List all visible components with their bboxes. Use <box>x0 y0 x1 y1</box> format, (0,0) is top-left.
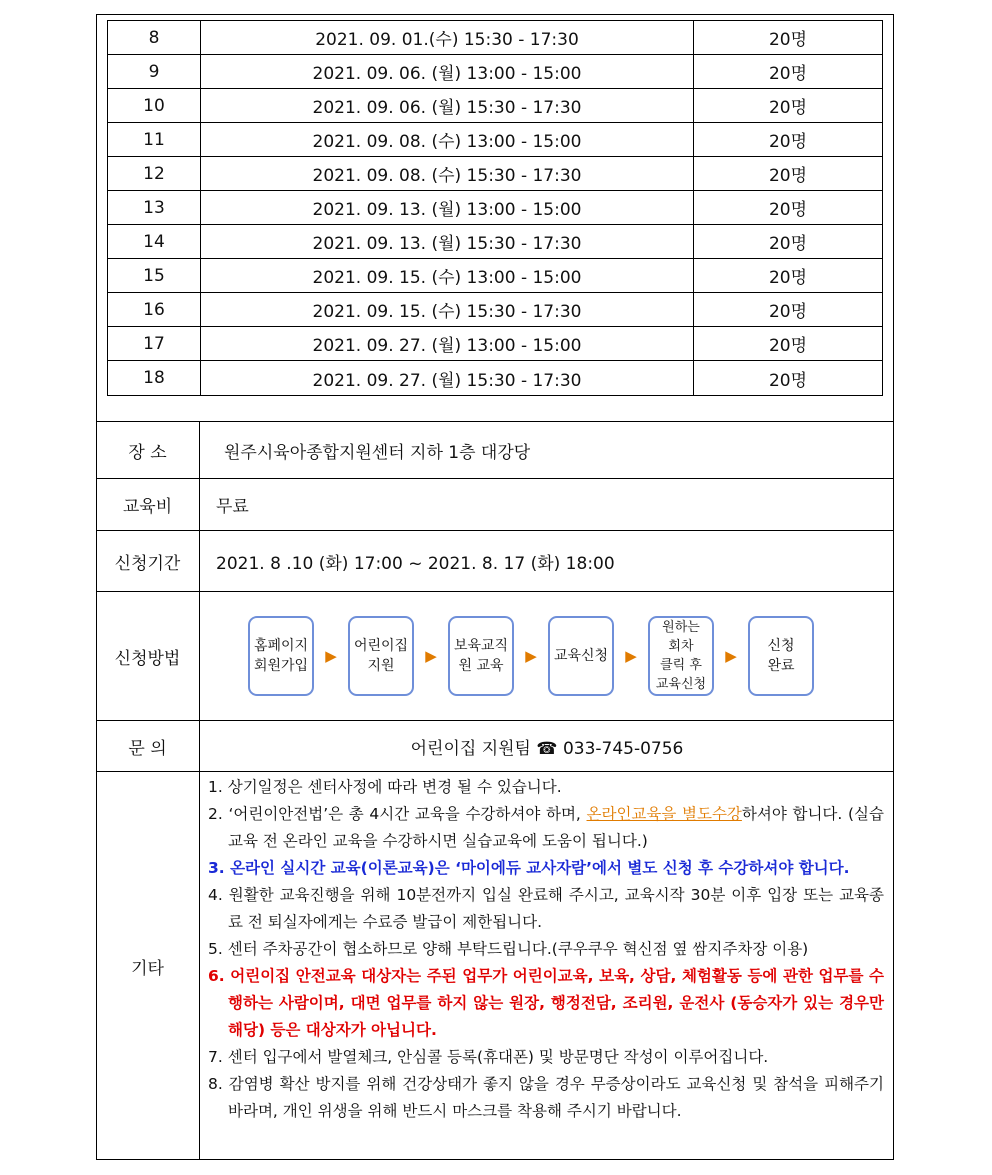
notes-row <box>96 771 894 1160</box>
session-datetime: 2021. 09. 27. (월) 13:00 - 15:00 <box>201 327 694 361</box>
arrow-right-icon: ▶ <box>625 647 637 665</box>
session-number: 11 <box>108 123 201 157</box>
session-number: 17 <box>108 327 201 361</box>
contact-row <box>96 720 894 771</box>
session-capacity: 20명 <box>694 259 883 293</box>
step-staff-education: 보육교직 원 교육 <box>448 616 514 696</box>
session-number: 13 <box>108 191 201 225</box>
note-4: 4. 원활한 교육진행을 위해 10분전까지 입실 완료해 주시고, 교육시작 30분 이후 입장 또는 교육종료 전 퇴실자에게는 수료증 발급이 제한됩니다. <box>208 886 884 931</box>
note-6: 6. 어린이집 안전교육 대상자는 주된 업무가 어린이교육, 보육, 상담, 체험활동 등에 관한 업무를 수행하는 사람이며, 대면 업무를 하지 않는 원장, 행정전담, 조리원, 운전사 (동승자가 있는 경우만 해당) 등은 대상자가 아닙니다. <box>208 967 884 1039</box>
session-datetime: 2021. 09. 13. (월) 15:30 - 17:30 <box>201 225 694 259</box>
session-capacity: 20명 <box>694 89 883 123</box>
session-number: 14 <box>108 225 201 259</box>
contact-label: 문 의 <box>96 721 200 771</box>
session-number: 16 <box>108 293 201 327</box>
method-row <box>96 591 894 720</box>
arrow-right-icon: ▶ <box>325 647 337 665</box>
notes-list <box>200 772 890 1160</box>
session-capacity: 20명 <box>694 157 883 191</box>
session-number: 10 <box>108 89 201 123</box>
table-row <box>108 259 883 293</box>
session-datetime: 2021. 09. 06. (월) 13:00 - 15:00 <box>201 55 694 89</box>
step-complete: 신청 완료 <box>748 616 814 696</box>
session-datetime: 2021. 09. 15. (수) 13:00 - 15:00 <box>201 259 694 293</box>
online-course-highlight: 온라인교육을 별도수강 <box>586 805 742 823</box>
notes-label: 기타 <box>96 772 200 1160</box>
note-3: 3. 온라인 실시간 교육(이론교육)은 ‘마이에듀 교사자람’에서 별도 신청 후 수강하셔야 합니다. <box>208 859 850 877</box>
note-8: 8. 감염병 확산 방지를 위해 건강상태가 좋지 않을 경우 무증상이라도 교육신청 및 참석을 피해주기 바라며, 개인 위생을 위해 반드시 마스크를 착용해 주시기 바랍니다. <box>208 1075 884 1120</box>
session-capacity: 20명 <box>694 361 883 396</box>
method-label: 신청방법 <box>96 592 200 720</box>
note-5: 5. 센터 주차공간이 협소하므로 양해 부탁드립니다.(쿠우쿠우 혁신점 옆 쌈지주차장 이용) <box>208 940 809 958</box>
period-row <box>96 530 894 591</box>
session-capacity: 20명 <box>694 293 883 327</box>
table-row <box>108 225 883 259</box>
table-row <box>108 21 883 55</box>
fee-row <box>96 478 894 530</box>
fee-value: 무료 <box>216 497 249 517</box>
place-value: 원주시육아종합지원센터 지하 1층 대강당 <box>224 442 531 463</box>
table-row <box>108 191 883 225</box>
table-row <box>108 293 883 327</box>
note-2: 2. ‘어린이안전법’은 총 4시간 교육을 수강하셔야 하며, 온라인교육을 별도수강하셔야 합니다. (실습교육 전 온라인 교육을 수강하시면 실습교육에 도움이 됩니다.) <box>208 805 884 850</box>
step-signup: 홈페이지 회원가입 <box>248 616 314 696</box>
session-capacity: 20명 <box>694 21 883 55</box>
arrow-right-icon: ▶ <box>425 647 437 665</box>
place-row <box>96 421 894 478</box>
session-number: 15 <box>108 259 201 293</box>
method-flow <box>200 592 894 720</box>
session-number: 8 <box>108 21 201 55</box>
table-row <box>108 157 883 191</box>
arrow-right-icon: ▶ <box>525 647 537 665</box>
session-datetime: 2021. 09. 13. (월) 13:00 - 15:00 <box>201 191 694 225</box>
session-datetime: 2021. 09. 08. (수) 13:00 - 15:00 <box>201 123 694 157</box>
period-label: 신청기간 <box>96 531 200 591</box>
session-datetime: 2021. 09. 06. (월) 15:30 - 17:30 <box>201 89 694 123</box>
step-daycare-support: 어린이집 지원 <box>348 616 414 696</box>
session-capacity: 20명 <box>694 55 883 89</box>
place-label: 장 소 <box>96 422 200 478</box>
session-capacity: 20명 <box>694 123 883 157</box>
session-datetime: 2021. 09. 15. (수) 15:30 - 17:30 <box>201 293 694 327</box>
contact-value: 어린이집 지원팀 ☎ 033-745-0756 <box>410 738 684 759</box>
table-row <box>108 361 883 396</box>
arrow-right-icon: ▶ <box>725 647 737 665</box>
table-row <box>108 89 883 123</box>
session-datetime: 2021. 09. 08. (수) 15:30 - 17:30 <box>201 157 694 191</box>
session-number: 18 <box>108 361 201 396</box>
schedule-table <box>107 20 883 396</box>
note-7: 7. 센터 입구에서 발열체크, 안심콜 등록(휴대폰) 및 방문명단 작성이 이루어집니다. <box>208 1048 769 1066</box>
table-row <box>108 327 883 361</box>
session-capacity: 20명 <box>694 191 883 225</box>
step-apply: 교육신청 <box>548 616 614 696</box>
table-row <box>108 55 883 89</box>
session-capacity: 20명 <box>694 225 883 259</box>
fee-label: 교육비 <box>96 479 200 530</box>
session-number: 12 <box>108 157 201 191</box>
note-1: 1. 상기일정은 센터사정에 따라 변경 될 수 있습니다. <box>208 778 562 796</box>
session-datetime: 2021. 09. 27. (월) 15:30 - 17:30 <box>201 361 694 396</box>
table-row <box>108 123 883 157</box>
step-choose-session: 원하는 회차 클릭 후 교육신청 <box>648 616 714 696</box>
period-value: 2021. 8 .10 (화) 17:00 ~ 2021. 8. 17 (화) 18:00 <box>216 553 615 574</box>
session-datetime: 2021. 09. 01.(수) 15:30 - 17:30 <box>201 21 694 55</box>
session-capacity: 20명 <box>694 327 883 361</box>
session-number: 9 <box>108 55 201 89</box>
